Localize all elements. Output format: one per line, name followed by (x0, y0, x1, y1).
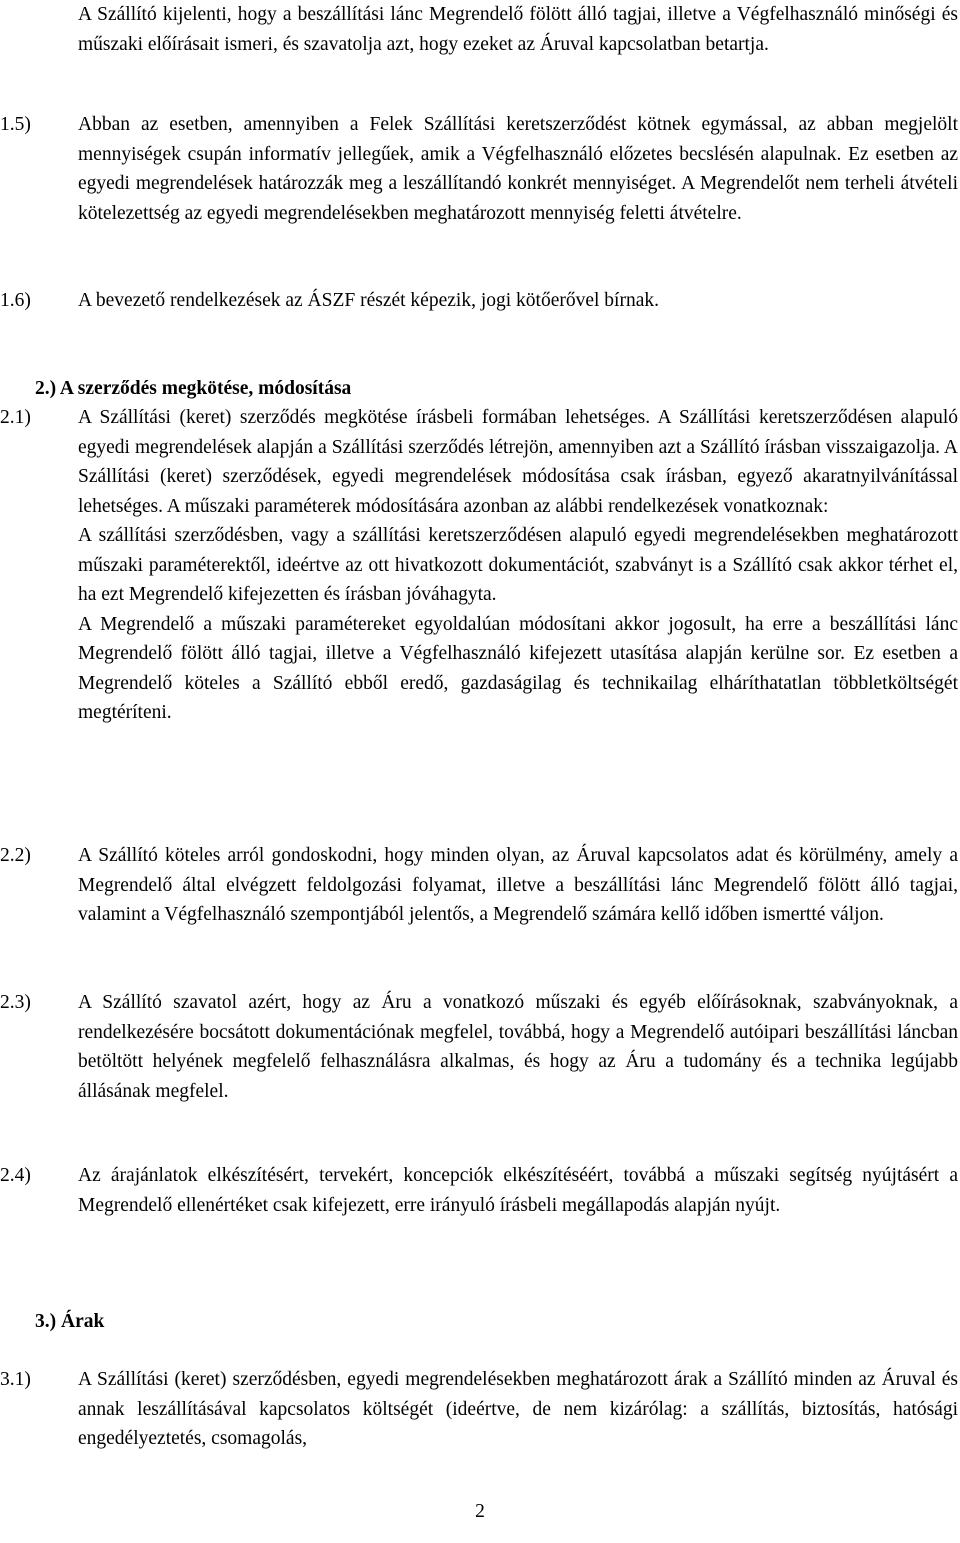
page-number: 2 (475, 1501, 485, 1522)
paragraph-text: A Szállítási (keret) szerződésben, egyedi megrendelésekben meghatározott árak a Szállító minden az Áruval és annak leszállításával kapcsolatos költségét (ideértve, de nem kizárólag: a szállítás, biztosítás, hatósági engedélyeztetés, csomagolás, (78, 1369, 958, 1449)
paragraph-text: Abban az esetben, amennyiben a Felek Szállítási keretszerződést kötnek egymással, az abban megjelölt mennyiségek csupán informatív jellegűek, amik a Végfelhasználó előzetes becslésén alapulnak. Ez esetben az egyedi megrendelések határozzák meg a leszállítandó konkrét mennyiséget. A Megrendelőt nem terheli átvételi kötelezettség az egyedi megrendelésekben meghatározott mennyiség feletti átvételre. (78, 114, 958, 224)
paragraph-number: 2.3) (0, 992, 31, 1013)
section-heading-3: 3.) Árak (35, 1311, 105, 1332)
paragraph-number: 2.4) (0, 1165, 31, 1186)
paragraph-text: A Szállító kijelenti, hogy a beszállítási lánc Megrendelő fölött álló tagjai, illetve a Végfelhasználó minőségi és műszaki előírásait ismeri, és szavatolja azt, hogy ezeket az Áruval kapcsolatban betartja. (78, 4, 958, 55)
paragraph-1-5 (0, 110, 958, 228)
paragraph-2-2 (0, 841, 958, 930)
paragraph-3-1 (0, 1365, 958, 1454)
paragraph-2-1 (0, 403, 958, 728)
paragraph-number: 2.2) (0, 845, 31, 866)
paragraph-1-6 (0, 286, 958, 316)
paragraph-2-4 (0, 1161, 958, 1220)
paragraph-text: Az árajánlatok elkészítésért, tervekért, koncepciók elkészítéséért, továbbá a műszaki segítség nyújtásért a Megrendelő ellenértéket csak kifejezett, erre irányuló írásbeli megállapodás alapján nyújt. (78, 1165, 958, 1216)
paragraph-text: A Szállítási (keret) szerződés megkötése írásbeli formában lehetséges. A Szállítási keretszerződésen alapuló egyedi megrendelések alapján a Szállítási szerződés létrejön, amennyiben azt a Szállító írásban visszaigazolja. A Szállítási (keret) szerződések, egyedi megrendelések módosítása csak írásban, egyező akaratnyilvánítással lehetséges. A műszaki paraméterek módosítására azonban az alábbi rendelkezések vonatkoznak: A szállítási szerződésben, vagy a szállítási keretszerződésen alapuló egyedi megrendelésekben meghatározott műszaki paraméterektől, ideértve az ott hivatkozott dokumentációt, szabványt is a Szállító csak akkor térhet el, ha ezt Megrendelő kifejezetten és írásban jóváhagyta. A Megrendelő a műszaki paramétereket egyoldalúan módosítani akkor jogosult, ha erre a beszállítási lánc Megrendelő fölött álló tagjai, illetve a Végfelhasználó kifejezett utasítása alapján kerülne sor. Ez esetben a Megrendelő köteles a Szállító ebből eredő, gazdaságilag és technikailag elháríthatatlan többletköltségét megtéríteni. (78, 407, 958, 723)
paragraph-text: A Szállító szavatol azért, hogy az Áru a vonatkozó műszaki és egyéb előírásoknak, szabványoknak, a rendelkezésére bocsátott dokumentációnak megfelel, továbbá, hogy a Megrendelő autóipari beszállítási láncban betöltött helyének megfelelő felhasználásra alkalmas, és hogy az Áru a tudomány és a technika legújabb állásának megfelel. (78, 992, 958, 1102)
paragraph-text: A bevezető rendelkezések az ÁSZF részét képezik, jogi kötőerővel bírnak. (78, 290, 659, 311)
paragraph-number: 1.5) (0, 114, 31, 135)
paragraph-text: A Szállító köteles arról gondoskodni, hogy minden olyan, az Áruval kapcsolatos adat és körülmény, amely a Megrendelő által elvégzett feldolgozási folyamat, illetve a beszállítási lánc Megrendelő fölött álló tagjai, valamint a Végfelhasználó szempontjából jelentős, a Megrendelő számára kellő időben ismertté váljon. (78, 845, 958, 925)
paragraph-number: 2.1) (0, 407, 31, 428)
paragraph-number: 3.1) (0, 1369, 31, 1390)
paragraph-2-3 (0, 988, 958, 1106)
paragraph-intro (0, 0, 958, 59)
section-heading-2: 2.) A szerződés megkötése, módosítása (35, 378, 352, 399)
paragraph-number: 1.6) (0, 290, 31, 311)
